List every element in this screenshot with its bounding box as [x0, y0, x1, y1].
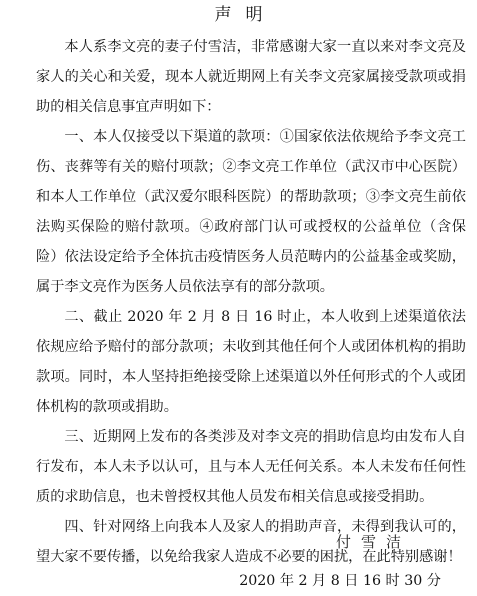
signature-date: 2020 年 2 月 8 日 16 时 30 分	[239, 573, 441, 589]
signature: 付雪洁	[335, 533, 411, 551]
document-title: 声明	[214, 5, 277, 25]
clause-two-paragraph: 二、截止 2020 年 2 月 8 日 16 时止，本人收到上述渠道依法依规应给予赔付的部分款项；未收到其他任何个人或团体机构的捐助款项。同时，本人坚持拒绝接受除上述渠道以外任何形式的个人或团体机构的款项或捐助。	[36, 309, 466, 415]
clause-one-paragraph: 一、本人仅接受以下渠道的款项：①国家依法依规给予李文亮工伤、丧葬等有关的赔付项款；②李文亮工作单位（武汉市中心医院）和本人工作单位（武汉爱尔眼科医院）的帮助款项；③李文亮生前依法购买保险的赔付款项。④政府部门认可或授权的公益单位（含保险）依法设定给予全体抗击疫情医务人员范畴内的公益基金或奖励，属于李文亮作为医务人员依法享有的部分款项。	[36, 129, 466, 295]
document-body	[36, 32, 466, 572]
intro-paragraph: 本人系李文亮的妻子付雪洁，非常感谢大家一直以来对李文亮及家人的关心和关爱，现本人就近期网上有关李文亮家属接受款项或捐助的相关信息事宜声明如下：	[36, 39, 466, 115]
clause-three-paragraph: 三、近期网上发布的各类涉及对李文亮的捐助信息均由发布人自行发布，本人未予以认可，且与本人无任何关系。本人未发布任何性质的求助信息，也未曾授权其他人员发布相关信息或接受捐助。	[36, 429, 466, 505]
clause-four-paragraph: 四、针对网络上向我本人及家人的捐助声音，未得到我认可的，望大家不要传播，以免给我家人造成不必要的困扰，在此特别感谢！	[36, 519, 466, 565]
